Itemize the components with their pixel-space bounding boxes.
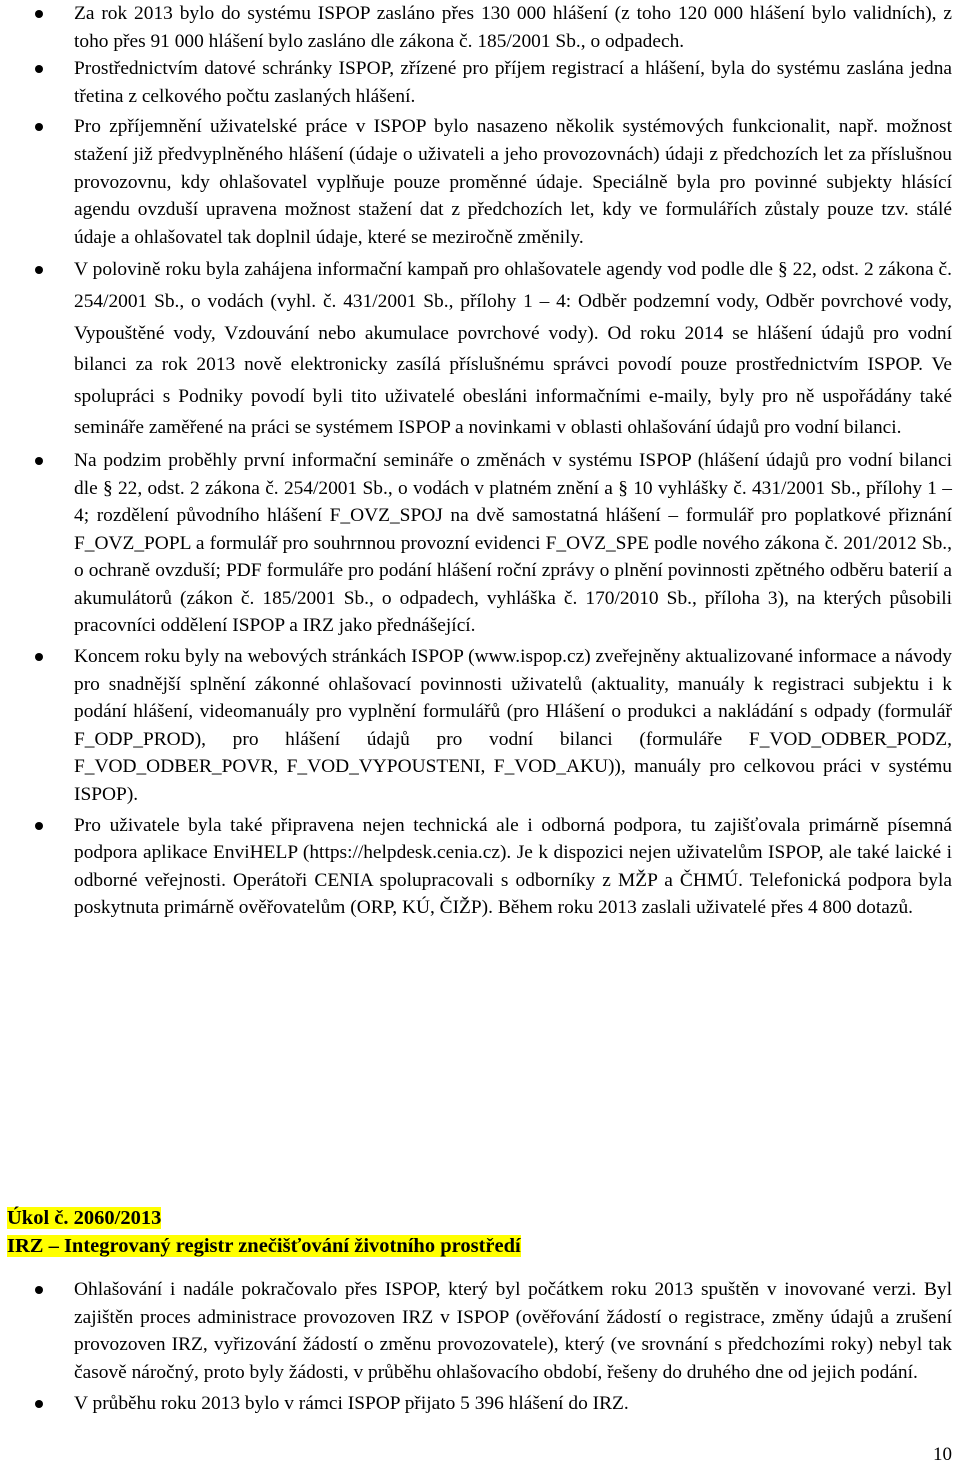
bullet-text: Ohlašování i nadále pokračovalo přes ISPOP, který byl počátkem roku 2013 spuštěn v inovované verzi. Byl zajištěn proces administrace provozoven IRZ v ISPOP (ověřování žádostí o registrace, změny údajů a zrušení provozoven IRZ, vyřizování žádostí o změnu provozovatele), který (ve srovnání s předchozími roky) nebyl tak časově náročný, proto byly žádosti, v průběhu ohlašovacího období, řešeny do druhého dne od jejich podání. bbox=[74, 1279, 952, 1383]
list-item bbox=[0, 447, 960, 640]
bullet-text: Za rok 2013 bylo do systému ISPOP zasláno přes 130 000 hlášení (z toho 120 000 hlášení bylo validních), z toho přes 91 000 hlášení bylo zasláno dle zákona č. 185/2001 Sb., o odpadech. bbox=[74, 3, 952, 52]
list-item bbox=[0, 254, 960, 444]
section-heading bbox=[7, 1204, 521, 1260]
list-item bbox=[0, 0, 960, 55]
bullet-icon bbox=[35, 266, 43, 274]
bullet-text: V polovině roku byla zahájena informační kampaň pro ohlašovatele agendy vod podle dle § 22, odst. 2 zákona č. 254/2001 Sb., o vodách (vyhl. č. 431/2001 Sb., přílohy 1 – 4: Odběr podzemní vody, Odběr povrchové vody, Vypouštěné vody, Vzdouvání nebo akumulace povrchové vody). Od roku 2014 se hlášení údajů pro vodní bilanci za rok 2013 nově elektronicky zasílá příslušnému správci povodí pouze prostřednictvím ISPOP. Ve spolupráci s Podniky povodí byli tito uživatelé obesláni informačními e-maily, byly pro ně uspořádány také semináře zaměřené na práci se systémem ISPOP a novinkami v oblasti ohlašování údajů pro vodní bilanci. bbox=[74, 259, 952, 439]
list-item bbox=[0, 113, 960, 251]
bullet-text: V průběhu roku 2013 bylo v rámci ISPOP přijato 5 396 hlášení do IRZ. bbox=[74, 1393, 629, 1415]
list-item bbox=[0, 812, 960, 922]
page-number: 10 bbox=[933, 1444, 952, 1465]
list-item bbox=[0, 55, 960, 110]
bullet-text: Na podzim proběhly první informační semináře o změnách v systému ISPOP (hlášení údajů pro vodní bilanci dle § 22, odst. 2 zákona č. 254/2001 Sb., o vodách v platném znění a § 10 vyhlášky č. 431/2001 Sb., přílohy 1 – 4; rozdělení původního hlášení F_OVZ_SPOJ na dvě samostatná hlášení – formulář pro poplatkové přiznání F_OVZ_POPL a formulář pro souhrnnou provozní evidenci F_OVZ_SPE podle nového zákona č. 201/2012 Sb., o ochraně ovzduší; PDF formuláře pro podání hlášení roční zprávy o plnění povinnosti zpětného odběru baterií a akumulátorů (zákon č. 185/2001 Sb., o odpadech, vyhláška č. 170/2010 Sb., příloha 3), na kterých působili pracovníci oddělení ISPOP a IRZ jako přednášející. bbox=[74, 449, 952, 637]
bullet-text: Koncem roku byly na webových stránkách ISPOP (www.ispop.cz) zveřejněny aktualizované informace a návody pro snadnější splnění zákonné ohlašovací povinnosti uživatelů (aktuality, manuály k registraci subjektu i k podání hlášení, videomanuály pro vyplnění formulářů (pro Hlášení o produkci a nakládání s odpady (formulář F_ODP_PROD), pro hlášení údajů pro vodní bilanci (formuláře F_VOD_ODBER_PODZ, F_VOD_ODBER_POVR, F_VOD_VYPOUSTENI, F_VOD_AKU)), manuály pro celkovou práci v systému ISPOP). bbox=[74, 646, 952, 806]
irz-bullet-list bbox=[0, 1276, 960, 1418]
bullet-icon bbox=[35, 822, 43, 830]
bullet-icon bbox=[35, 457, 43, 465]
bullet-text: Pro zpříjemnění uživatelské práce v ISPOP bylo nasazeno několik systémových funkcionalit, např. možnost stažení již předvyplněného hlášení (údaje o uživateli a jeho provozovnách) údaji z předchozích let za příslušnou provozovnu, kdy ohlašovatel vyplňuje pouze proměnné údaje. Speciálně byla pro povinné subjekty hlásící agendu ovzduší upravena možnost stažení dat z předchozích let, kdy ve formulářích zůstaly pouze tzv. stálé údaje a ohlašovatel tak doplnil údaje, které se meziročně změnily. bbox=[74, 116, 952, 248]
list-item bbox=[0, 1276, 960, 1386]
task-number: Úkol č. 2060/2013 bbox=[7, 1207, 162, 1229]
bullet-text: Pro uživatele byla také připravena nejen technická ale i odborná podpora, tu zajišťovala primárně písemná podpora aplikace EnviHELP (https://helpdesk.cenia.cz). Je k dispozici nejen uživatelům ISPOP, ale také laické i odborné veřejnosti. Operátoři CENIA spolupracovali s odborníky z MŽP a ČHMÚ. Telefonická podpora byla poskytnuta primárně ověřovatelům (ORP, KÚ, ČIŽP). Během roku 2013 zaslali uživatelé přes 4 800 dotazů. bbox=[74, 814, 952, 919]
bullet-icon bbox=[35, 65, 43, 73]
list-item bbox=[0, 1390, 960, 1418]
section-title: IRZ – Integrovaný registr znečišťování životního prostředí bbox=[7, 1235, 521, 1257]
bullet-icon bbox=[35, 1400, 43, 1408]
bullet-icon bbox=[35, 123, 43, 131]
bullet-icon bbox=[35, 10, 43, 18]
bullet-icon bbox=[35, 653, 43, 661]
bullet-text: Prostřednictvím datové schránky ISPOP, zřízené pro příjem registrací a hlášení, byla do systému zaslána jedna třetina z celkového počtu zaslaných hlášení. bbox=[74, 58, 952, 107]
bullet-icon bbox=[35, 1286, 43, 1294]
list-item bbox=[0, 643, 960, 809]
